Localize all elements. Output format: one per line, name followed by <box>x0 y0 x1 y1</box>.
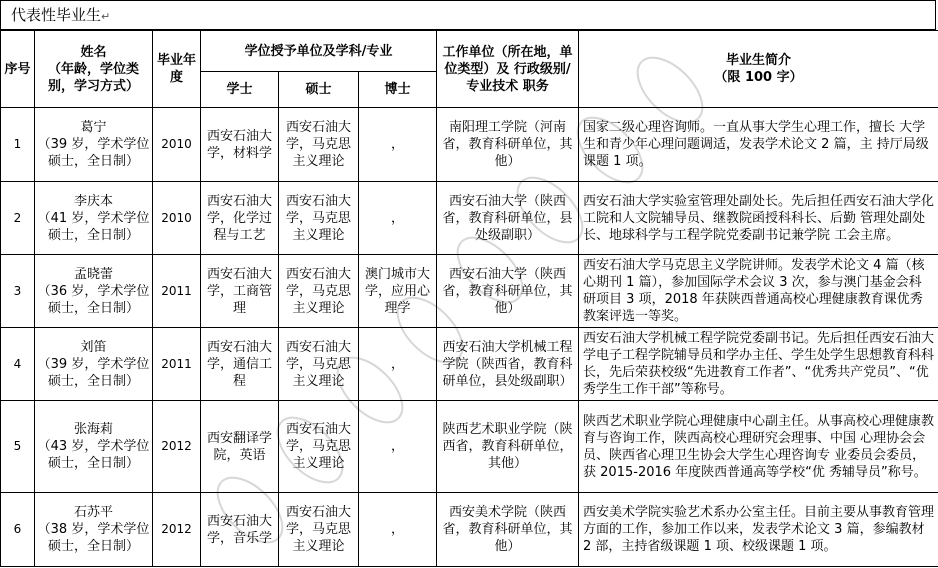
header-work: 工作单位（所在地，单位类型）及 行政级别/专业技术 职务 <box>437 31 579 108</box>
seq-cell: 4 <box>1 328 35 401</box>
year-cell: 2012 <box>153 401 201 493</box>
header-name: 姓名 （年龄，学位类别，学习方式） <box>35 31 153 108</box>
name-cell: 孟晓蕾 （36 岁，学术学位硕士，全日制） <box>35 255 153 328</box>
header-bachelor: 学士 <box>201 72 279 108</box>
table-row <box>1 328 938 401</box>
bachelor-cell: 西安翻译学院，英语 <box>201 401 279 493</box>
intro-cell: 国家二级心理咨询师。一直从事大学生心理工作，擅长 大学生和青少年心理问题调适，发表学术论文 2 篇，主 持厅局级课题 1 项。 <box>579 108 938 182</box>
paragraph-mark-icon: ↵ <box>101 10 111 23</box>
name-cell: 张海莉 （43 岁，学术学位硕士，全日制） <box>35 401 153 493</box>
seq-cell: 6 <box>1 493 35 567</box>
intro-cell: 陕西艺术职业学院心理健康中心副主任。从事高校心理健康教育与咨询工作，陕西高校心理研究会理事、中国 心理协会会员、陕西省心理卫生协会大学生心理咨询专 业委员会委员，获 2015-2016 年度陕西普通高等学校“优 秀辅导员”称号。 <box>579 401 938 493</box>
header-year: 毕业年度 <box>153 31 201 108</box>
name-cell: 葛宁 （39 岁，学术学位硕士，全日制） <box>35 108 153 182</box>
work-cell: 西安石油大学机械工程学院（陕西省，教育科研单位，县处级副职） <box>437 328 579 401</box>
master-cell: 西安石油大学，马克思主义理论 <box>279 182 359 255</box>
doctor-cell: ， <box>359 108 437 182</box>
year-cell: 2011 <box>153 328 201 401</box>
bachelor-cell: 西安石油大学，音乐学 <box>201 493 279 567</box>
work-cell: 西安石油大学（陕西省，教育科研单位，其他） <box>437 255 579 328</box>
seq-cell: 5 <box>1 401 35 493</box>
header-intro: 毕业生简介 （限 100 字） <box>579 31 938 108</box>
table-row <box>1 255 938 328</box>
work-cell: 西安美术学院（陕西省，教育科研单位，其他） <box>437 493 579 567</box>
doctor-cell: ， <box>359 182 437 255</box>
year-cell: 2012 <box>153 493 201 567</box>
bachelor-cell: 西安石油大学，化学过程与工艺 <box>201 182 279 255</box>
work-cell: 西安石油大学（陕西省，教育科研单位，县处级副职） <box>437 182 579 255</box>
bachelor-cell: 西安石油大学，材料学 <box>201 108 279 182</box>
master-cell: 西安石油大学，马克思主义理论 <box>279 493 359 567</box>
header-seq: 序号 <box>1 31 35 108</box>
intro-cell: 西安美术学院实验艺术系办公室主任。目前主要从事教育管理方面的工作，参加工作以来，发表学术论文 3 篇，参编教材 2 部，主持省级课题 1 项、校级课题 1 项。 <box>579 493 938 567</box>
seq-cell: 1 <box>1 108 35 182</box>
work-cell: 陕西艺术职业学院（陕西省，教育科研单位，其他） <box>437 401 579 493</box>
table-row <box>1 401 938 493</box>
header-doctor: 博士 <box>359 72 437 108</box>
header-intro-sub: （限 100 字） <box>714 70 803 85</box>
doctor-cell: 澳门城市大学，应用心理学 <box>359 255 437 328</box>
doctor-cell: ， <box>359 401 437 493</box>
intro-cell: 西安石油大学实验室管理处副处长。先后担任西安石油大学化工院和人文院辅导员、继教院函授科科长、后勤 管理处副处长、地球科学与工程学院党委副书记兼学院 工会主席。 <box>579 182 938 255</box>
year-cell: 2010 <box>153 182 201 255</box>
master-cell: 西安石油大学，马克思主义理论 <box>279 401 359 493</box>
header-name-sub: （年龄，学位类别，学习方式） <box>47 61 139 94</box>
graduates-table <box>0 30 938 567</box>
bachelor-cell: 西安石油大学，工商管理 <box>201 255 279 328</box>
bachelor-cell: 西安石油大学，通信工程 <box>201 328 279 401</box>
year-cell: 2010 <box>153 108 201 182</box>
master-cell: 西安石油大学，马克思主义理论 <box>279 328 359 401</box>
seq-cell: 3 <box>1 255 35 328</box>
seq-cell: 2 <box>1 182 35 255</box>
table-row <box>1 493 938 567</box>
name-cell: 刘笛 （39 岁，学术学位硕士，全日制） <box>35 328 153 401</box>
header-master: 硕士 <box>279 72 359 108</box>
work-cell: 南阳理工学院（河南省，教育科研单位，其他） <box>437 108 579 182</box>
section-title <box>0 0 936 30</box>
table-row <box>1 108 938 182</box>
header-degree-group: 学位授予单位及学科/专业 <box>201 31 437 72</box>
doctor-cell: ， <box>359 493 437 567</box>
year-cell: 2011 <box>153 255 201 328</box>
master-cell: 西安石油大学，马克思主义理论 <box>279 108 359 182</box>
intro-cell: 西安石油大学马克思主义学院讲师。发表学术论文 4 篇（核心期刊 1 篇），参加国际学术会议 3 次，参与澳门基金会科研项目 3 项，2018 年获陕西普通高校心理健康教育课优秀教案评选一等奖。 <box>579 255 938 328</box>
name-cell: 石苏平 （38 岁，学术学位硕士，全日制） <box>35 493 153 567</box>
table-row <box>1 182 938 255</box>
master-cell: 西安石油大学，马克思主义理论 <box>279 255 359 328</box>
intro-cell: 西安石油大学机械工程学院党委副书记。先后担任西安石油大学电子工程学院辅导员和学办主任、学生处学生思想教育科科长，先后荣获校级“先进教育工作者”、“优秀共产党员”、“优秀学生工作干部”等称号。 <box>579 328 938 401</box>
section-title-text: 代表性毕业生 <box>11 6 102 24</box>
name-cell: 李庆本 （41 岁，学术学位硕士，全日制） <box>35 182 153 255</box>
doctor-cell: ， <box>359 328 437 401</box>
